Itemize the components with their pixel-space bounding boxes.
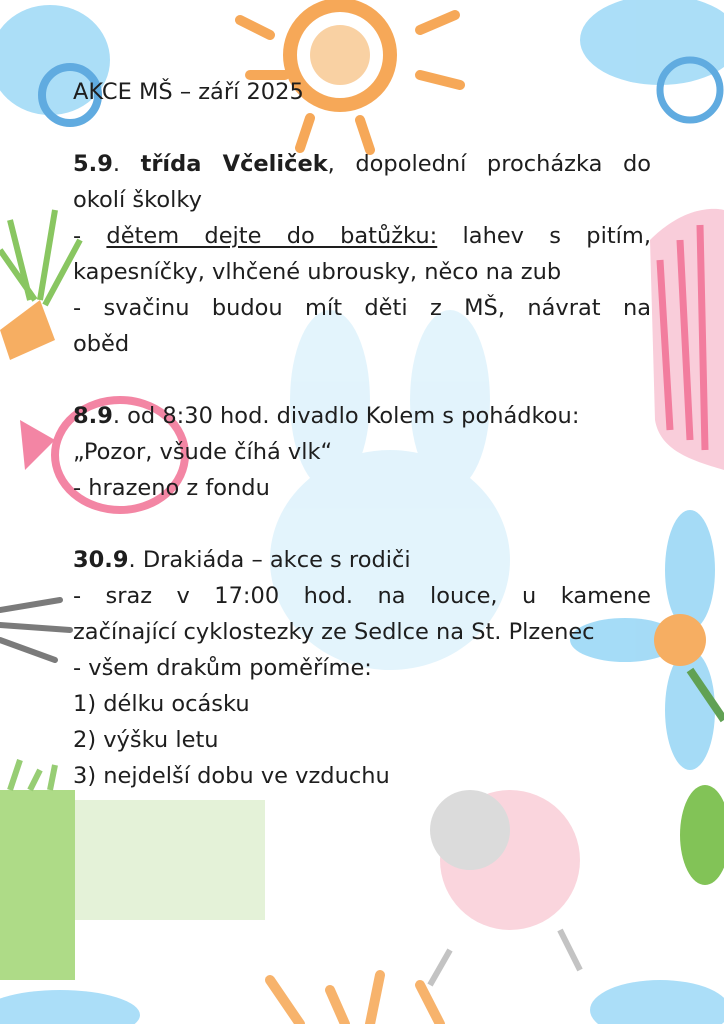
event-3-meet-1: - sraz v 17:00 hod. na louce, u kamene: [73, 583, 651, 609]
event-3-measure: - všem drakům poměříme:: [73, 655, 372, 681]
event-2-play-title: „Pozor, všude číhá vlk“: [73, 439, 333, 465]
event-1-bring-label: dětem dejte do batůžku:: [106, 223, 438, 249]
event-3-meet-2: začínající cyklostezky ze Sedlce na St. Plzenec: [73, 619, 595, 645]
event-3-line-1: [73, 542, 651, 578]
event-1-dash: -: [73, 223, 107, 249]
event-1-snack-1: - svačinu budou mít děti z MŠ, návrat na: [73, 295, 651, 321]
event-1-dot: .: [112, 151, 121, 177]
carrot-icon: [0, 210, 80, 360]
event-1-desc: , dopolední procházka do: [327, 151, 651, 177]
event-2-line-1: [73, 398, 651, 434]
event-2-note: - hrazeno z fondu: [73, 475, 270, 501]
event-1-date: 5.9: [73, 151, 113, 177]
leaf-icon: [680, 785, 724, 885]
event-3-item-3: 3) nejdelší dobu ve vzduchu: [73, 763, 390, 789]
event-1-group: třída Včeliček: [140, 151, 328, 177]
branch-icon: [0, 600, 70, 660]
pink-stripes-icon: [650, 209, 724, 470]
event-1-line-2: okolí školky: [73, 187, 202, 213]
page-title: AKCE MŠ – září 2025: [73, 79, 304, 105]
event-1-bring-2: kapesníčky, vlhčené ubrousky, něco na zub: [73, 259, 562, 285]
event-1-snack-2: oběd: [73, 331, 130, 357]
event-1-bring: [73, 218, 651, 254]
event-3-date: 30.9: [73, 547, 129, 573]
event-3-item-1: 1) délku ocásku: [73, 691, 250, 717]
event-3-desc: . Drakiáda – akce s rodiči: [128, 547, 411, 573]
event-1-line-1: [73, 146, 651, 182]
event-3-item-2: 2) výšku letu: [73, 727, 219, 753]
event-1-bring-1: lahev s pitím,: [437, 223, 651, 249]
event-2-desc: . od 8:30 hod. divadlo Kolem s pohádkou:: [112, 403, 580, 429]
ladybug-icon: [430, 790, 580, 985]
event-2-date: 8.9: [73, 403, 113, 429]
fish-icon: [270, 975, 440, 1024]
announcement: [73, 74, 651, 794]
